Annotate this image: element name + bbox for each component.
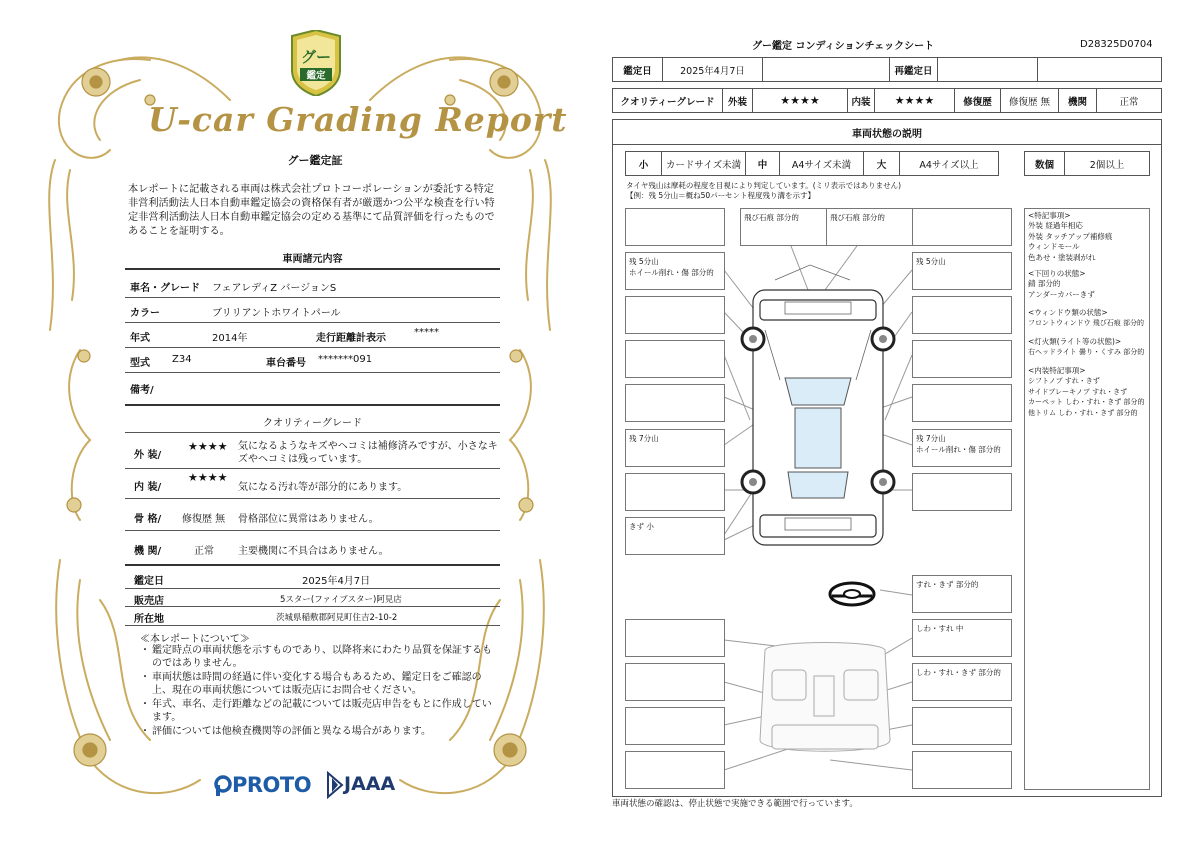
appraisal-date-label: 鑑定日 [134, 576, 164, 587]
interior-label: 内 装/ [134, 482, 162, 493]
special-title: <特記事項> [1028, 211, 1071, 220]
engine-label: 機関 [1059, 89, 1097, 112]
comment-box [625, 619, 725, 657]
address-value: 茨城県稲敷郡阿見町住吉2-10-2 [276, 613, 398, 623]
repair-label: 修復歴 [955, 89, 1001, 112]
engine-label: 機 関/ [134, 546, 162, 557]
interior-description: 気になる汚れ等が部分的にあります。 [238, 482, 408, 493]
document-id: D28325D0704 [1080, 39, 1153, 50]
address-label: 所在地 [134, 614, 164, 625]
divider [125, 322, 500, 323]
logos [214, 767, 414, 803]
legend-mid-desc: A4サイズ未満 [780, 152, 864, 175]
year-value: 2014年 [212, 333, 248, 344]
exterior-label: 外 装/ [134, 450, 162, 461]
jaaa-logo: JAAA [344, 773, 396, 795]
exterior-stars: ★★★★ [188, 440, 228, 453]
divider [125, 625, 500, 626]
note-item: ・ 鑑定時点の車両状態を示すものであり、以降将来にわたり品質を保証するものではありません。 [140, 644, 500, 670]
comment-box-seat-front: しわ・すれ 中 [912, 619, 1012, 657]
comment-box-front-left-tire: 残 5分山 ホイール削れ・傷 部分的 [625, 252, 725, 290]
divider [125, 347, 500, 348]
window-items: フロントウィンドウ 飛び石痕 部分的 [1028, 319, 1145, 327]
legend-mid: 中 [746, 152, 780, 175]
quality-label: クオリティーグレード [613, 89, 723, 112]
comment-box-windshield-left: 飛び石痕 部分的 [740, 208, 840, 246]
footer-note: 車両状態の確認は、停止状態で実施できる範囲で行っています。 [612, 799, 858, 809]
comment-box [625, 296, 725, 334]
year-label: 年式 [130, 333, 150, 344]
divider [125, 468, 500, 469]
svg-text:グー: グー [300, 48, 332, 66]
legend-small: 小 [626, 152, 662, 175]
mileage-value: ***** [414, 327, 439, 338]
grade-title: クオリティーグレード [263, 418, 362, 429]
blank-cell [1038, 58, 1161, 81]
frame-label: 骨 格/ [134, 514, 162, 525]
color-label: カラー [130, 308, 160, 319]
remarks-panel [1024, 208, 1150, 790]
int-stars: ★★★★ [875, 89, 955, 112]
note-item: ・ 年式、車名、走行距離などの記載については販売店申告をもとに作成しています。 [140, 698, 500, 724]
comment-box [625, 707, 725, 745]
frame-value: 修復歴 無 [182, 514, 226, 525]
divider [125, 268, 500, 270]
sheet-title: グー鑑定 コンディションチェックシート [752, 41, 935, 52]
legend-small-desc: カードサイズ未満 [662, 152, 746, 175]
comment-box [912, 296, 1012, 334]
comment-box-rear-left-tire: 残 7分山 [625, 429, 725, 467]
comment-box-front-right-tire: 残 5分山 [912, 252, 1012, 290]
report-title: U-car Grading Report [148, 100, 568, 139]
comment-box [912, 751, 1012, 789]
exterior-description: 気になるようなキズやヘコミは補修済みですが、小さなキズやヘコミは残っています。 [238, 441, 498, 465]
svg-text:鑑定: 鑑定 [306, 70, 326, 82]
comment-box [912, 707, 1012, 745]
proto-logo: PROTO [232, 773, 312, 797]
legend-large-desc: A4サイズ以上 [919, 159, 979, 171]
date-row [612, 57, 1162, 82]
comment-box [625, 473, 725, 511]
under-title: <下回りの状態> [1028, 269, 1086, 278]
shop-value: 5スター(ファイブスター)阿見店 [280, 595, 402, 605]
comment-box-seat-driver: しわ・すれ・きず 部分的 [912, 663, 1012, 701]
certificate-title: グー鑑定証 [287, 154, 343, 167]
shop-label: 販売店 [134, 596, 164, 607]
appraisal-date-value: 2025年4月7日 [302, 576, 371, 587]
repair-value: 修復歴 無 [1001, 89, 1059, 112]
count-legend [1024, 151, 1150, 176]
comment-box [912, 340, 1012, 378]
date-label: 鑑定日 [613, 58, 663, 81]
mileage-label: 走行距離計表示 [316, 333, 386, 344]
size-legend [625, 151, 999, 176]
model-value: Z34 [172, 354, 192, 365]
redate-label: 再鑑定日 [890, 58, 938, 81]
ext-stars: ★★★★ [753, 89, 848, 112]
comment-box [912, 208, 1012, 246]
divider [125, 372, 500, 373]
remarks-label: 備考/ [130, 385, 154, 396]
note-item: ・ 評価については他検査機関等の評価と異なる場合があります。 [140, 725, 500, 738]
comment-box [625, 663, 725, 701]
comment-box-windshield-right: 飛び石痕 部分的 [826, 208, 926, 246]
status-title: 車両状態の説明 [613, 120, 1161, 145]
engine-value: 正常 [1119, 96, 1139, 108]
ext-label: 外装 [723, 89, 753, 112]
divider [125, 588, 500, 589]
comment-box [625, 384, 725, 422]
engine-value: 正常 [194, 546, 214, 557]
interior-stars: ★★★★ [188, 471, 228, 484]
quality-row [612, 88, 1162, 113]
jaaa-mark-icon [326, 771, 344, 799]
proto-mark-icon [214, 775, 232, 797]
notes-list [140, 644, 500, 739]
tire-note-1: タイヤ残山は摩耗の程度を目視により判定しています。(ミリ表示ではありません) [626, 181, 902, 190]
light-items: 右ヘッドライト 曇り・くすみ 部分的 [1028, 348, 1145, 356]
legend-count-desc: 2個以上 [1089, 159, 1125, 171]
engine-description: 主要機関に不具合はありません。 [238, 546, 389, 557]
comment-box [912, 384, 1012, 422]
specs-title: 車両諸元内容 [282, 254, 343, 265]
tire-note-2: 【例：残 5分山＝概ね50パーセント程度残り溝を示す】 [626, 191, 816, 200]
blank-cell [763, 58, 890, 81]
under-items: 錆 部分的 アンダーカバーきず [1028, 279, 1095, 299]
interior-title: <内装特記事項> [1028, 366, 1086, 375]
chassis-label: 車台番号 [266, 358, 306, 369]
color-value: ブリリアントホワイトパール [212, 308, 341, 319]
comment-box [912, 473, 1012, 511]
comment-box [625, 340, 725, 378]
comment-box-rear-scratch: きず 小 [625, 517, 725, 555]
divider [125, 432, 500, 433]
chassis-value: *******091 [318, 354, 373, 365]
divider [125, 404, 500, 406]
comment-box [625, 751, 725, 789]
note-item: ・ 車両状態は時間の経過に伴い変化する場合もあるため、鑑定日をご確認の上、現在の車両状態については販売店にお問合せください。 [140, 671, 500, 697]
legend-count: 数個 [1025, 152, 1065, 175]
model-label: 型式 [130, 358, 150, 369]
divider [125, 606, 500, 607]
comment-box [625, 208, 725, 246]
car-name-value: フェアレディZ バージョンS [212, 283, 337, 294]
car-name-label: 車名・グレード [130, 283, 200, 294]
divider [125, 297, 500, 298]
interior-items: シフトノブ すれ・きず サイドブレーキノブ すれ・きず カーペット しわ・すれ・きず 部分的 他トリム しわ・すれ・きず 部分的 [1028, 377, 1145, 417]
special-items: 外装 経過年相応 外装 タッチアップ補修痕 ウィンドモール 色あせ・塗装剥がれ [1028, 221, 1113, 262]
divider [125, 530, 500, 531]
divider [125, 498, 500, 499]
int-label: 内装 [848, 89, 875, 112]
frame-description: 骨格部位に異常はありません。 [238, 514, 379, 525]
comment-box-rear-right-tire: 残 7分山 ホイール削れ・傷 部分的 [912, 429, 1012, 467]
legend-large: 大 [864, 152, 900, 175]
comment-box-steering: すれ・きず 部分的 [912, 575, 1012, 613]
notes-title: ≪本レポートについて≫ [140, 634, 250, 645]
divider [125, 564, 500, 566]
certificate-text: 本レポートに記載される車両は株式会社プロトコーポレーションが委託する特定非営利活動法人日本自動車鑑定協会の資格保有者が厳選かつ公平な検査を行い特定非営利活動法人日本自動車鑑定協会の定める基準にて品質評価を行ったものであることを証明する。 [128, 184, 495, 237]
light-title: <灯火類(ライト等の状態)> [1028, 337, 1122, 346]
redate-value [938, 58, 1038, 81]
window-title: <ウィンドウ類の状態> [1028, 308, 1108, 317]
date-value: 2025年4月7日 [663, 58, 763, 81]
goo-appraisal-emblem [288, 30, 344, 96]
